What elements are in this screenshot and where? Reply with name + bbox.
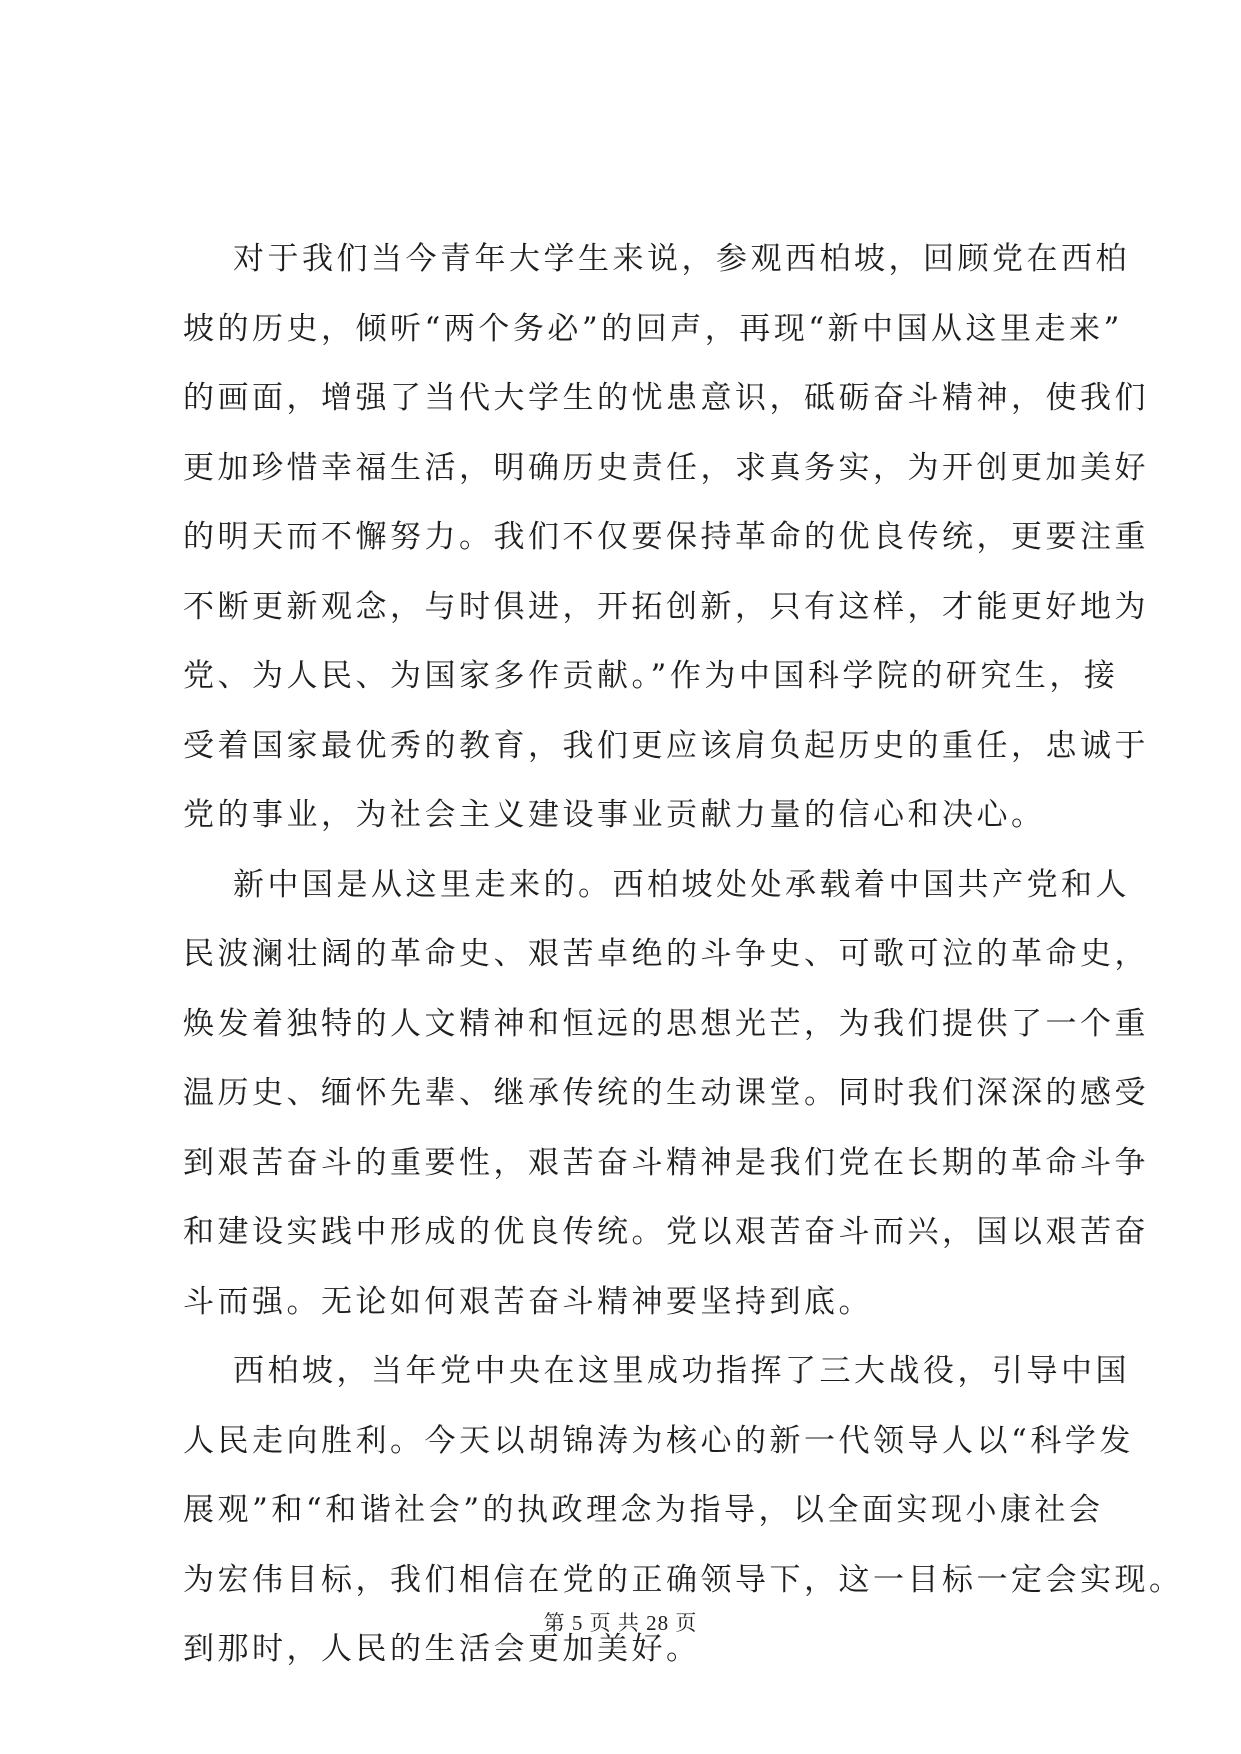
paragraph-1-line-8: 受着国家最优秀的教育，我们更应该肩负起历史的重任，忠诚于 [183, 727, 1149, 764]
paragraph-3-line-4: 为宏伟目标，我们相信在党的正确领导下，这一目标一定会实现。 [183, 1561, 1184, 1598]
paragraph-1-line-7: 党、为人民、为国家多作贡献。”作为中国科学院的研究生，接 [183, 658, 1119, 694]
paragraph-2-line-7: 斗而强。无论如何艰苦奋斗精神要坚持到底。 [183, 1283, 873, 1320]
paragraph-3-line-1: 西柏坡，当年党中央在这里成功指挥了三大战役，引导中国 [233, 1353, 1130, 1389]
paragraph-1-line-6: 不断更新观念，与时俱进，开拓创新，只有这样，才能更好地为 [183, 588, 1149, 625]
paragraph-2-line-4: 温历史、缅怀先辈、继承传统的生动课堂。同时我们深深的感受 [183, 1075, 1149, 1111]
paragraph-1-line-3: 的画面，增强了当代大学生的忧患意识，砥砺奋斗精神，使我们 [183, 380, 1149, 416]
paragraph-2-line-5: 到艰苦奋斗的重要性，艰苦奋斗精神是我们党在长期的革命斗争 [183, 1144, 1149, 1181]
paragraph-3-line-2: 人民走向胜利。今天以胡锦涛为核心的新一代领导人以“科学发 [183, 1422, 1134, 1459]
paragraph-2-line-2: 民波澜壮阔的革命史、艰苦卓绝的斗争史、可歌可泣的革命史， [183, 936, 1149, 972]
paragraph-3-line-5: 到那时，人民的生活会更加美好。 [183, 1631, 701, 1667]
paragraph-2-line-6: 和建设实践中形成的优良传统。党以艰苦奋斗而兴，国以艰苦奋 [183, 1214, 1149, 1250]
paragraph-1-line-9: 党的事业，为社会主义建设事业贡献力量的信心和决心。 [183, 797, 1046, 833]
page-number-footer: 第 5 页 共 28 页 [543, 1611, 698, 1635]
paragraph-2-line-1: 新中国是从这里走来的。西柏坡处处承载着中国共产党和人 [233, 866, 1130, 903]
paragraph-1-line-4: 更加珍惜幸福生活，明确历史责任，求真务实，为开创更加美好 [183, 449, 1149, 486]
paragraph-3-line-3: 展观”和“和谐社会”的执政理念为指导，以全面实现小康社会 [183, 1492, 1104, 1528]
paragraph-1-line-2: 坡的历史，倾听“两个务必”的回声，再现“新中国从这里走来” [183, 310, 1123, 347]
body-text [183, 225, 1184, 1685]
paragraph-1-line-5: 的明天而不懈努力。我们不仅要保持革命的优良传统，更要注重 [183, 519, 1149, 555]
paragraph-2-line-3: 焕发着独特的人文精神和恒远的思想光芒，为我们提供了一个重 [183, 1005, 1149, 1042]
paragraph-1-line-1: 对于我们当今青年大学生来说，参观西柏坡，回顾党在西柏 [233, 241, 1130, 277]
